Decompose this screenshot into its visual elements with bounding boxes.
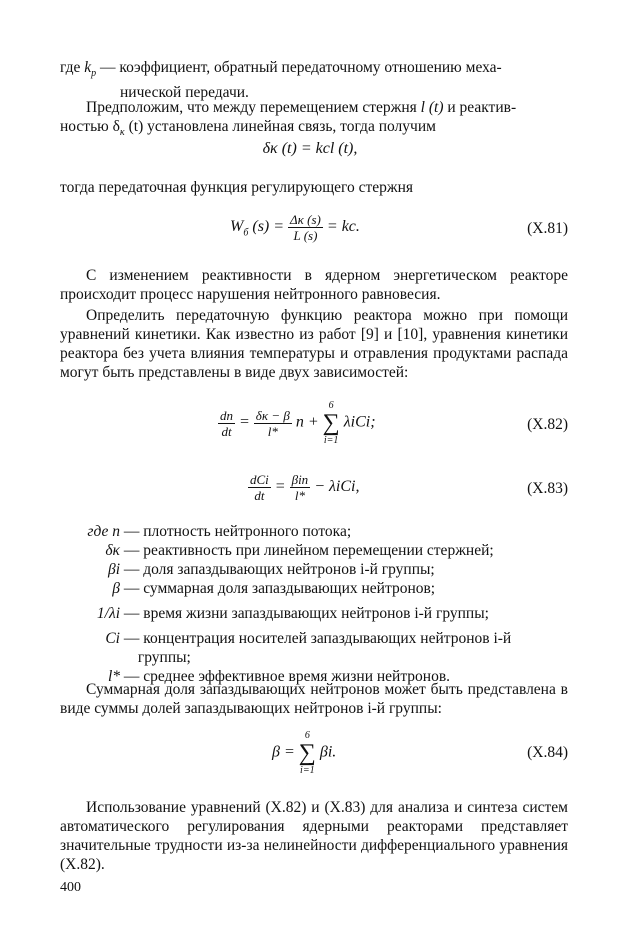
symbol-legend bbox=[60, 522, 570, 686]
summation-sign: 6 ∑ i=1 bbox=[322, 400, 340, 446]
paragraph-linear-line2: ностью $\delta_\kappa$ (t) установлена линейная связь, тогда получим bbox=[60, 118, 436, 139]
paragraph-kp: где $k_p$ — коэффициент, обратный передаточному отношению меха- нической передачи. bbox=[60, 59, 502, 102]
paragraph-sum-fraction: Суммарная доля запаздывающих нейтронов может быть представлена в виде суммы долей запаздывающих нейтронов i-й группы: bbox=[60, 681, 568, 717]
legend-row: где n — плотность нейтронного потока; bbox=[87, 523, 352, 540]
legend-row: βi — доля запаздывающих нейтронов i-й группы; bbox=[107, 561, 435, 578]
page-number: 400 bbox=[60, 880, 81, 895]
legend-row: β — суммарная доля запаздывающих нейтронов; bbox=[112, 580, 436, 597]
paragraph-conclusion: Использование уравнений (X.82) и (X.83) для анализа и синтеза систем автоматического регулирования ядерными реакторами представляет значительные трудности из-за нелинейности дифференциального уравнения (X.82). bbox=[60, 799, 568, 873]
fraction: $\frac{\Delta\kappa (s)}{L (s)}$ bbox=[290, 212, 321, 243]
equation-number: (X.82) bbox=[527, 416, 568, 433]
equation-number: (X.83) bbox=[527, 480, 568, 497]
equation-number: (X.84) bbox=[527, 744, 568, 761]
legend-row: l* — среднее эффективное время жизни нейтронов. bbox=[107, 668, 451, 685]
legend-row: 1/λi — время жизни запаздывающих нейтронов i-й группы; bbox=[96, 605, 489, 622]
paragraph-reactivity: С изменением реактивности в ядерном энергетическом реакторе происходит процесс нарушения нейтронного равновесия. bbox=[60, 267, 568, 303]
paragraph-linear: Предположим, что между перемещением стержня l (t) и реактив- bbox=[86, 99, 517, 116]
legend-row: δκ — реактивность при линейном перемещении стержней; bbox=[105, 542, 494, 559]
book-page: где $k_p$ — коэффициент, обратный передаточному отношению меха- нической передачи. Предположим, что между перемещением стержня l (t) и реактив- ностью $\delta_\kappa$ (t) установлена линейная связь, тогда получим δκ (t) = kcl (t), тогда передаточная функция регулирующего стержня $W_б$ (s) = $\frac{\Delta\kappa (s)}{L (s)}$ = kc. (X.81) С изменением реактивности в ядерном энергетическом реакторе происходит процесс нарушения нейтронного равновесия. Определить передаточную функцию реактора можно при помощи уравнений кинетики. Как известно из работ [9] и [10], уравнения кинетики реактора без учета влияния температуры и отравления продуктами распада могут быть представлены в виде двух зависимостей: $\frac{dn}{dt}$ = $\frac{\delta\kappa - \beta}{l*}$ n + 6 ∑ i=1 λiCi; (X.82) $\frac{\text{dCi}}{dt}$ = $\frac{\text{βin}}{l*}$ − λiCi, (X.83) где n — плотность нейтронного потока; δκ — реактивность при линейном перемещении стержней; βi — доля запаздывающих нейтронов i-й группы; β — суммарная доля запаздывающих нейтронов; 1/λi — время жизни запаздывающих нейтронов i-й группы; Ci — концентрация носителей запаздывающих нейтронов i-й группы; l* — среднее эффективное время жизни нейтронов. Суммарная доля запаздывающих нейтронов может быть представлена в виде суммы долей запаздывающих нейтронов i-й группы: β = 6 ∑ i=1 βi. (X.84) Использование уравнений (X.82) и (X.83) для анализа и синтеза систем автоматического регулирования ядерными реакторами представляет значительные трудности из-за нелинейности дифференциального уравнения (X.82). 400 bbox=[0, 0, 620, 950]
equation-linear: δκ (t) = kcl (t), bbox=[262, 140, 358, 157]
legend-row: Ci — концентрация носителей запаздывающих нейтронов i-й bbox=[105, 630, 512, 647]
paragraph-kinetics: Определить передаточную функцию реактора можно при помощи уравнений кинетики. Как известно из работ [9] и [10], уравнения кинетики реактора без учета влияния температуры и отравления продуктами распада могут быть представлены в виде двух зависимостей: bbox=[60, 307, 568, 381]
summation-sign: 6 ∑ i=1 bbox=[298, 730, 316, 776]
paragraph-transfer: тогда передаточная функция регулирующего стержня bbox=[60, 179, 414, 196]
legend-row: группы; bbox=[137, 649, 191, 666]
equation-number: (X.81) bbox=[527, 220, 568, 237]
